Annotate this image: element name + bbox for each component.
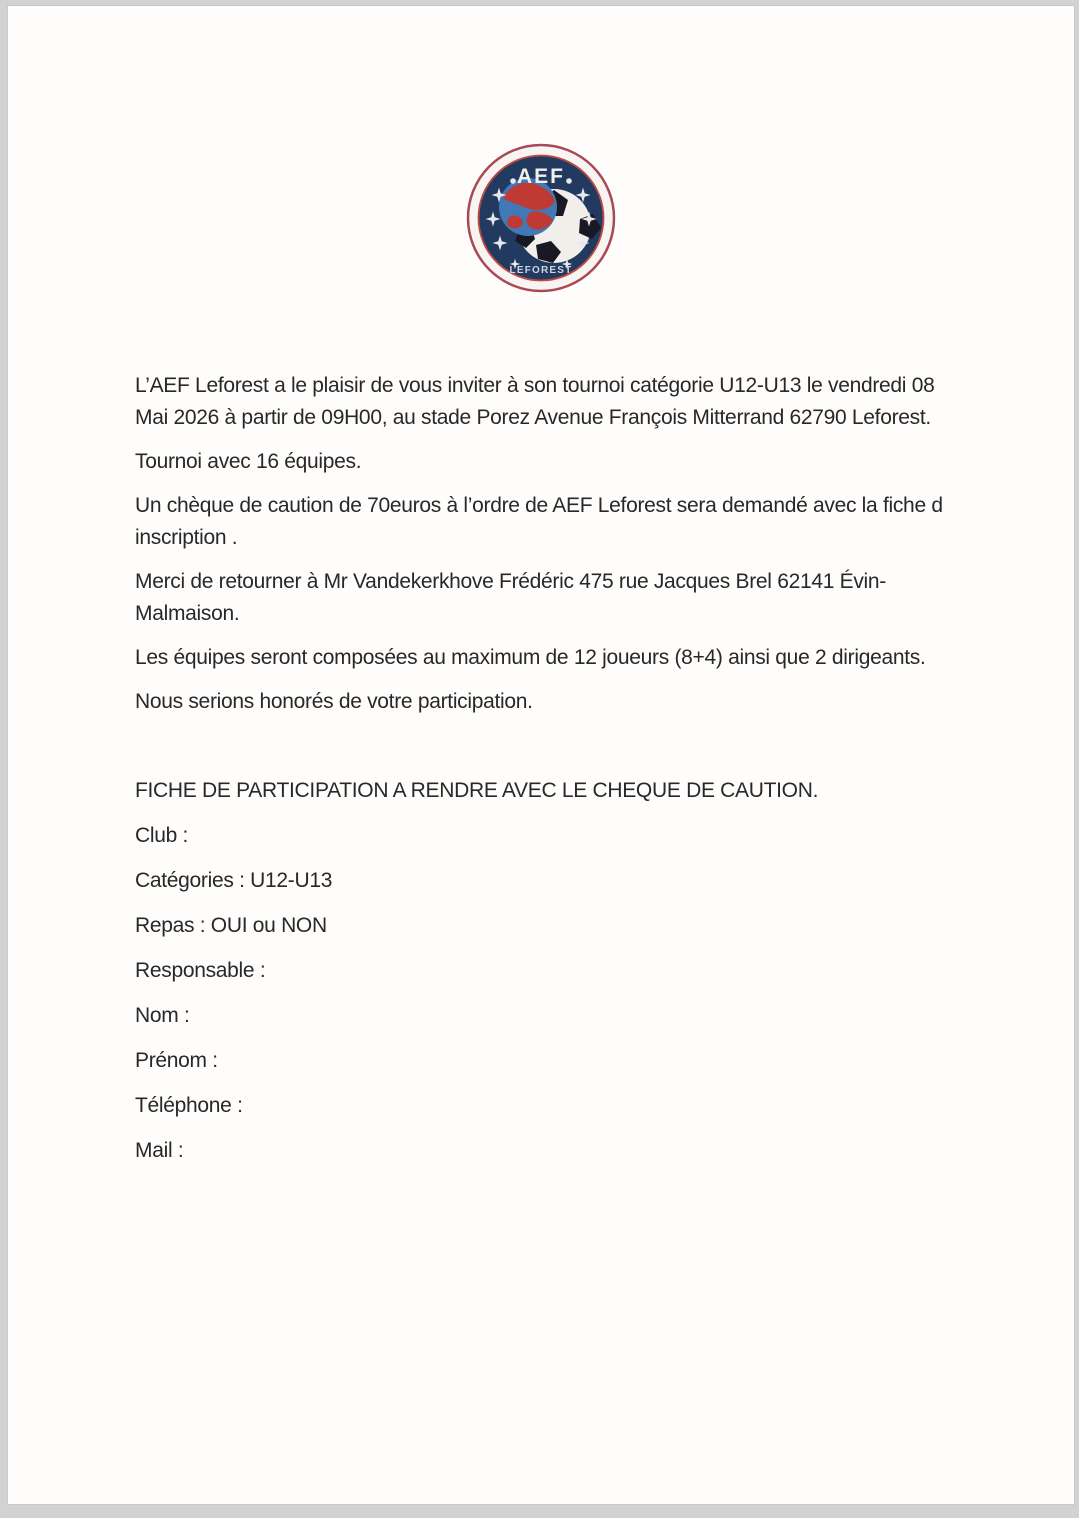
paragraph-line: Les équipes seront composées au maximum de 12 joueurs (8+4) ainsi que 2 dirigeants.	[135, 646, 926, 669]
paragraph-line: Nous serions honorés de votre participation.	[135, 690, 533, 713]
form-field-club: Club :	[135, 824, 189, 847]
paragraph-line: L’AEF Leforest a le plaisir de vous inviter à son tournoi catégorie U12-U13 le vendredi 08	[135, 374, 935, 397]
paragraph-line: inscription .	[135, 526, 238, 549]
form-field-mail: Mail :	[135, 1139, 184, 1162]
club-badge-svg	[465, 142, 617, 294]
badge-aef-text: AEF	[517, 165, 565, 188]
form-field-nom: Nom :	[135, 1004, 190, 1027]
return-address-paragraph	[135, 566, 1035, 630]
form-field-telephone: Téléphone :	[135, 1094, 243, 1117]
invitation-paragraph	[135, 370, 1035, 434]
form-field-categories: Catégories : U12-U13	[135, 869, 333, 892]
letter-body	[135, 370, 1035, 1180]
club-logo-badge	[465, 142, 617, 294]
honored-paragraph	[135, 686, 1035, 718]
teams-count-paragraph	[135, 446, 1035, 478]
paragraph-line: Malmaison.	[135, 602, 240, 625]
badge-dot-icon	[566, 178, 572, 184]
badge-dot-icon	[510, 178, 516, 184]
form-field-responsable: Responsable :	[135, 959, 266, 982]
paragraph-line: Tournoi avec 16 équipes.	[135, 450, 362, 473]
badge-leforest-text: LEFOREST	[509, 265, 573, 276]
form-field-repas: Repas : OUI ou NON	[135, 914, 327, 937]
form-field-prenom: Prénom :	[135, 1049, 218, 1072]
paragraph-line: Mai 2026 à partir de 09H00, au stade Porez Avenue François Mitterrand 62790 Leforest.	[135, 406, 931, 429]
participation-form-heading: FICHE DE PARTICIPATION A RENDRE AVEC LE CHEQUE DE CAUTION.	[135, 779, 819, 802]
participation-form-section	[135, 775, 1035, 1167]
document-page	[7, 5, 1075, 1505]
blank-line	[135, 730, 1035, 763]
deposit-paragraph	[135, 490, 1035, 554]
paragraph-line: Merci de retourner à Mr Vandekerkhove Frédéric 475 rue Jacques Brel 62141 Évin-	[135, 570, 886, 593]
paragraph-line: Un chèque de caution de 70euros à l’ordre de AEF Leforest sera demandé avec la fiche d	[135, 494, 943, 517]
team-composition-paragraph	[135, 642, 1035, 674]
